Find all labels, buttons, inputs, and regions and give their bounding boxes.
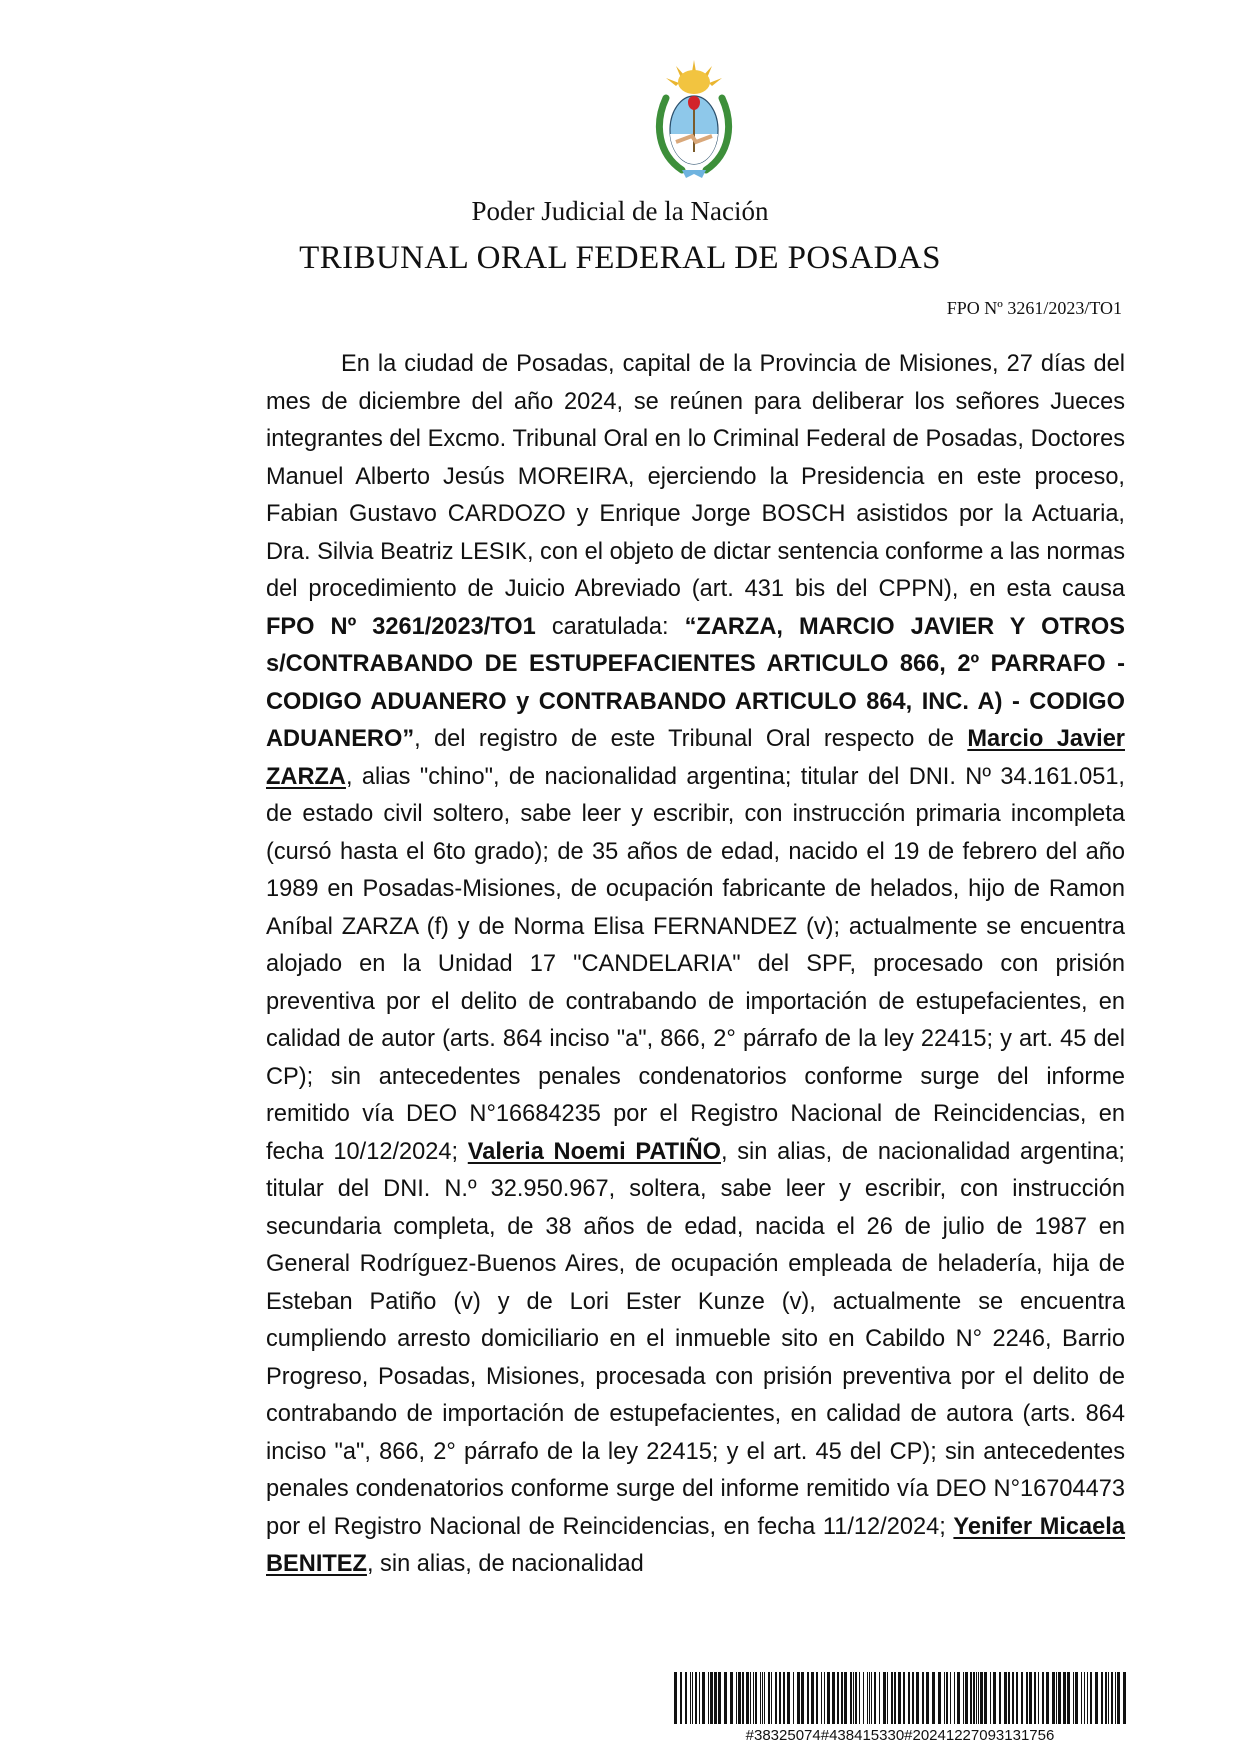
barcode-bar	[821, 1672, 822, 1724]
barcode-bar	[1046, 1672, 1049, 1724]
barcode-bar	[736, 1672, 737, 1724]
barcode-bar	[827, 1672, 830, 1724]
barcode-bar	[797, 1672, 800, 1724]
barcode-bar	[1123, 1672, 1126, 1724]
barcode-bar	[874, 1672, 876, 1724]
barcode-text: #38325074#438415330#20241227093131756	[745, 1727, 1055, 1744]
body-registry: , del registro de este Tribunal Oral respecto de	[414, 726, 954, 752]
barcode-bar	[891, 1672, 893, 1724]
barcode-bar	[702, 1672, 705, 1724]
defendant-name-1: Marcio Javier ZARZA	[266, 726, 1125, 790]
barcode-bar	[750, 1672, 751, 1724]
barcode-bar	[762, 1672, 763, 1724]
barcode-bar	[926, 1672, 929, 1724]
barcode-bar	[859, 1672, 860, 1724]
barcode-bar	[853, 1672, 854, 1724]
defendant-1-details: , alias "chino", de nacionalidad argentina; titular del DNI. Nº 34.161.051, de estado civil soltero, sabe leer y escribir, con instrucción primaria incompleta (cursó hasta el 6to grado); de 35 años de edad, nacido el 19 de febrero del año 1989 en Posadas-Misiones, de ocupación fabricante de helados, hijo de Ramon Aníbal ZARZA (f) y de Norma Elisa FERNANDEZ (v); actualmente se encuentra alojado en la Unidad 17 "CANDELARIA" del SPF, procesado con prisión preventiva por el delito de contrabando de importación de estupefacientes, en calidad de autor (arts. 864 inciso "a", 866, 2° párrafo de la ley 22415; y art. 45 del CP); sin antecedentes penales condenatorios conforme surge del informe remitido vía DEO N°16684235 por el Registro Nacional de Reincidencias, en fecha 10/12/2024;	[266, 763, 1125, 1165]
barcode-bar	[1101, 1672, 1103, 1724]
barcode-bar	[1095, 1672, 1098, 1724]
barcode-bar	[963, 1672, 964, 1724]
barcode-bar	[1081, 1672, 1082, 1724]
barcode-bar	[755, 1672, 757, 1724]
institution-title: Poder Judicial de la Nación	[471, 196, 769, 226]
case-caption-bold: “ZARZA, MARCIO JAVIER Y OTROS s/CONTRABANDO DE ESTUPEFACIENTES ARTICULO 866, 2º PARRAFO - CODIGO ADUANERO y CONTRABANDO ARTICULO 864, INC. A) - CODIGO ADUANERO”	[266, 613, 1125, 752]
barcode-bar	[871, 1672, 872, 1724]
barcode-bar	[1117, 1672, 1120, 1724]
barcode-bar	[1090, 1672, 1092, 1724]
barcode-bar	[973, 1672, 975, 1724]
barcode-bar	[753, 1672, 754, 1724]
barcode-bar	[1052, 1672, 1055, 1724]
body-caratulada: caratulada:	[551, 613, 669, 640]
barcode-bar	[710, 1672, 713, 1724]
case-reference: FPO Nº 3261/2023/TO1	[946, 298, 1122, 318]
argentine-coat-of-arms-icon	[652, 58, 736, 186]
barcode-bar	[746, 1672, 749, 1724]
barcode-bar	[841, 1672, 843, 1724]
barcode-bar	[685, 1672, 687, 1724]
barcode-bar	[718, 1672, 721, 1724]
barcode-bar	[807, 1672, 809, 1724]
barcode-bar	[954, 1672, 955, 1724]
barcode-bar	[883, 1672, 886, 1724]
barcode-bar	[738, 1672, 741, 1724]
barcode-bar	[695, 1672, 697, 1724]
barcode-bar	[1108, 1672, 1109, 1724]
barcode-bar	[879, 1672, 880, 1724]
barcode-bar	[944, 1672, 945, 1724]
barcode-bar	[771, 1672, 772, 1724]
barcode-bar	[1115, 1672, 1116, 1724]
barcode-bar	[742, 1672, 744, 1724]
case-number-bold: FPO Nº 3261/2023/TO1	[266, 613, 536, 640]
barcode-bar	[855, 1672, 857, 1724]
barcode-bar	[932, 1672, 935, 1724]
barcode-bar	[816, 1672, 818, 1724]
barcode-bar	[1075, 1672, 1078, 1724]
barcode-bar	[1026, 1672, 1028, 1724]
defendant-2-details: , sin alias, de nacionalidad argentina; titular del DNI. N.º 32.950.967, soltera, sabe leer y escribir, con instrucción secundaria completa, de 38 años de edad, nacida el 26 de julio de 1987 en General Rodríguez-Buenos Aires, de ocupación empleada de heladería, hija de Esteban Patiño (v) y de Lori Ester Kunze (v), actualmente se encuentra cumpliendo arresto domiciliario en el inmueble sito en Cabildo N° 2246, Barrio Progreso, Posadas, Misiones, procesada con prisión preventiva por el delito de contrabando de importación de estupefacientes, en calidad de autora (arts. 864 inciso "a", 866, 2° párrafo de la ley 22415; y el art. 45 del CP); sin antecedentes penales condenatorios conforme surge del informe remitido vía DEO N°16704473 por el Registro Nacional de Reincidencias, en fecha 11/12/2024;	[266, 1138, 1125, 1540]
barcode-bar	[898, 1672, 901, 1724]
barcode-bar	[1038, 1672, 1039, 1724]
barcode-bar	[903, 1672, 905, 1724]
barcode-bar	[1111, 1672, 1113, 1724]
barcode-bar	[779, 1672, 781, 1724]
barcode-bar	[730, 1672, 733, 1724]
barcode-bar	[1073, 1672, 1074, 1724]
barcode-bar	[976, 1672, 977, 1724]
barcode-bar	[970, 1672, 972, 1724]
barcode-bar	[1067, 1672, 1070, 1724]
barcode-bar	[1084, 1672, 1085, 1724]
barcode-bar	[801, 1672, 804, 1724]
barcode-bar	[1087, 1672, 1088, 1724]
barcode-bar	[867, 1672, 868, 1724]
barcode-bar	[999, 1672, 1001, 1724]
barcode-bar	[938, 1672, 941, 1724]
defendant-name-3: Yenifer Micaela BENITEZ	[266, 1513, 1125, 1577]
barcode-bar	[912, 1672, 914, 1724]
barcode-bar	[680, 1672, 682, 1724]
barcode-bar	[978, 1672, 979, 1724]
barcode-bar	[965, 1672, 968, 1724]
court-title: TRIBUNAL ORAL FEDERAL DE POSADAS	[299, 240, 941, 276]
barcode-bar	[764, 1672, 765, 1724]
barcode-bar	[837, 1672, 839, 1724]
barcode-bar	[863, 1672, 864, 1724]
barcode-bar	[714, 1672, 717, 1724]
barcode-bar	[1004, 1672, 1007, 1724]
barcode-bar	[887, 1672, 888, 1724]
barcode-bar	[1063, 1672, 1066, 1724]
barcode-bar	[775, 1672, 777, 1724]
barcode-bar	[1012, 1672, 1014, 1724]
barcode-bar	[1058, 1672, 1061, 1724]
barcode-bar	[946, 1672, 948, 1724]
barcode-bar	[916, 1672, 919, 1724]
barcode-bar	[1016, 1672, 1018, 1724]
barcode-bar	[1008, 1672, 1010, 1724]
barcode-bar	[869, 1672, 870, 1724]
barcode-bar	[724, 1672, 727, 1724]
body-intro: En la ciudad de Posadas, capital de la Provincia de Misiones, 27 días del mes de diciembre del año 2024, se reúnen para deliberar los señores Jueces integrantes del Excmo. Tribunal Oral en lo Criminal Federal de Posadas, Doctores Manuel Alberto Jesús MOREIRA, ejerciendo la Presidencia en este proceso, Fabian Gustavo CARDOZO y Enrique Jorge BOSCH asistidos por la Actuaria, Dra. Silvia Beatriz LESIK, con el objeto de dictar sentencia conforme a las normas del procedimiento de Juicio Abreviado (art. 431 bis del CPPN), en esta causa	[266, 351, 1125, 602]
barcode-bar	[850, 1672, 852, 1724]
barcode-bar	[783, 1672, 785, 1724]
barcode-bar	[844, 1672, 847, 1724]
barcode-bar	[957, 1672, 960, 1724]
barcode-bar	[832, 1672, 835, 1724]
barcode-bar	[950, 1672, 951, 1724]
defendant-3-details: , sin alias, de nacionalidad	[366, 1551, 644, 1577]
barcode-bar	[811, 1672, 814, 1724]
barcode-bar	[993, 1672, 996, 1724]
barcode-bar	[1021, 1672, 1023, 1724]
barcode-bar	[1056, 1672, 1057, 1724]
barcode-bar	[990, 1672, 991, 1724]
barcode-bar	[674, 1672, 677, 1724]
barcode-bar	[908, 1672, 910, 1724]
barcode-bar	[922, 1672, 924, 1724]
document-barcode	[674, 1672, 1126, 1724]
barcode-bar	[1042, 1672, 1044, 1724]
barcode-bar	[787, 1672, 790, 1724]
barcode-bar	[980, 1672, 983, 1724]
barcode-bar	[760, 1672, 761, 1724]
barcode-bar	[699, 1672, 700, 1724]
barcode-bar	[1105, 1672, 1107, 1724]
barcode-bar	[1034, 1672, 1036, 1724]
barcode-bar	[1029, 1672, 1032, 1724]
barcode-bar	[708, 1672, 709, 1724]
barcode-bar	[793, 1672, 794, 1724]
barcode-bar	[768, 1672, 770, 1724]
barcode-bar	[824, 1672, 825, 1724]
barcode-bar	[984, 1672, 987, 1724]
barcode-bar	[894, 1672, 896, 1724]
barcode-bar	[692, 1672, 693, 1724]
defendant-name-2: Valeria Noemi PATIÑO	[467, 1138, 721, 1165]
sentence-body	[266, 346, 1125, 1584]
barcode-bar	[690, 1672, 691, 1724]
